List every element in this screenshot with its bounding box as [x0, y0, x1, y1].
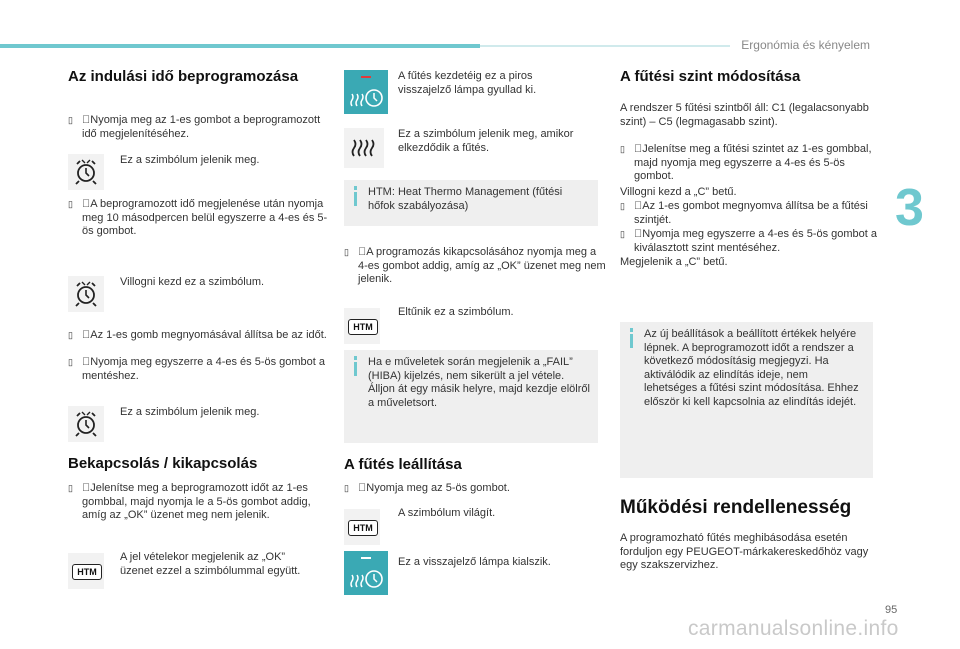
icon-caption: Eltűnik ez a szimbólum.: [398, 306, 514, 318]
instruction-bullet: ▯ Az 1-es gomb megnyomásával állítsa be az időt.: [68, 329, 327, 341]
timer-clock-icon: [68, 276, 104, 312]
icon-caption: Ez a szimbólum jelenik meg, amikor elkezdődik a fűtés.: [398, 128, 574, 154]
heating-clock-warning-icon: [344, 70, 388, 114]
info-note-htm: [344, 180, 598, 226]
htm-icon: [344, 308, 380, 344]
htm-label: HTM: [348, 319, 378, 335]
section-title-startup-programming: Az indulási idő beprogramozása: [68, 68, 299, 85]
paragraph: Megjelenik a „C” betű.: [620, 256, 728, 268]
header-accent-bar: [0, 44, 480, 48]
note-text: Ha e műveletek során megjelenik a „FAIL” (HIBA) kijelzés, nem sikerült a jel vétele. Álljon át egy másik helyre, majd kezdje elölről a műveletsort.: [368, 356, 590, 409]
paragraph: Villogni kezd a „C” betű.: [620, 186, 737, 198]
icon-caption: Villogni kezd ez a szimbólum.: [120, 276, 265, 288]
page-number: 95: [885, 604, 898, 616]
note-text: HTM: Heat Thermo Management (fűtési hőfok szabályozása): [368, 186, 563, 212]
header-accent-line: [480, 45, 730, 47]
icon-caption: A szimbólum világít.: [398, 507, 496, 519]
info-note-settings: [620, 322, 873, 478]
instruction-text: Nyomja meg az 5-ös gombot.: [366, 482, 510, 494]
instruction-text: Nyomja meg egyszerre a 4-es és 5-ös gombot a kiválasztott szint mentéséhez.: [634, 228, 878, 254]
instruction-bullet: ▯ Nyomja meg az 5-ös gombot.: [344, 482, 510, 494]
section-header-title: Ergonómia és kényelem: [741, 38, 870, 52]
timer-clock-icon: [68, 154, 104, 190]
instruction-text: A programozás kikapcsolásához nyomja meg a 4-es gombot addig, amíg az „OK” üzenet meg nem jelenik.: [358, 246, 606, 285]
section-title-on-off: Bekapcsolás / kikapcsolás: [68, 455, 258, 472]
section-title-stop-heating: A fűtés leállítása: [344, 456, 462, 473]
instruction-bullet: ▯ Jelenítse meg a fűtési szintet az 1-es gombbal, majd nyomja meg egyszerre a 4-es és 5-ös gombot.: [620, 143, 872, 182]
instruction-text: Az 1-es gomb megnyomásával állítsa be az időt.: [90, 329, 327, 341]
instruction-text: Nyomja meg az 1-es gombot a beprogramozott idő megjelenítéséhez.: [82, 114, 321, 140]
paragraph: A rendszer 5 fűtési szintből áll: C1 (legalacsonyabb szint) – C5 (legmagasabb szint).: [620, 102, 869, 128]
instruction-bullet: ▯ Jelenítse meg a beprogramozott időt az 1-es gombbal, majd nyomja le a 5-ös gombot addig, amíg az „OK” üzenet meg nem jelenik.: [68, 482, 311, 521]
instruction-text: Jelenítse meg a beprogramozott időt az 1-es gombbal, majd nyomja le a 5-ös gombot addig, amíg az „OK” üzenet meg nem jelenik.: [82, 482, 311, 521]
info-note-fail: [344, 350, 598, 443]
icon-caption: Ez a szimbólum jelenik meg.: [120, 154, 260, 166]
timer-clock-icon: [68, 406, 104, 442]
htm-label: HTM: [348, 520, 378, 536]
instruction-bullet: ▯ Az 1-es gombot megnyomva állítsa be a fűtési szintjét.: [620, 200, 868, 226]
icon-caption: A fűtés kezdetéig ez a piros visszajelző lámpa gyullad ki.: [398, 70, 537, 96]
section-title-malfunction: Működési rendellenesség: [620, 497, 852, 518]
htm-label: HTM: [72, 564, 102, 580]
icon-caption: Ez a szimbólum jelenik meg.: [120, 406, 260, 418]
instruction-bullet: ▯ A programozás kikapcsolásához nyomja meg a 4-es gombot addig, amíg az „OK” üzenet meg nem jelenik.: [344, 246, 606, 285]
chapter-number: 3: [895, 179, 924, 237]
instruction-text: Az 1-es gombot megnyomva állítsa be a fűtési szintjét.: [634, 200, 868, 226]
note-text: Az új beállítások a beállított értékek helyére lépnek. A beprogramozott időt a rendszer a következő módosításig megjegyzi. Ha aktiválódik az elindítás ideje, nem lehetséges a fűtési szint módosítása. Ehhez először ki kell kapcsolnia az elindítás idejét.: [644, 328, 859, 408]
htm-icon: [68, 553, 104, 589]
icon-caption: Ez a visszajelző lámpa kialszik.: [398, 556, 551, 568]
instruction-text: Jelenítse meg a fűtési szintet az 1-es gombbal, majd nyomja meg egyszerre a 4-es és 5-ös gombot.: [634, 143, 872, 182]
instruction-bullet: ▯ Nyomja meg egyszerre a 4-es és 5-ös gombot a mentéshez.: [68, 356, 326, 382]
htm-icon: [344, 509, 380, 545]
instruction-bullet: ▯ Nyomja meg az 1-es gombot a beprogramozott idő megjelenítéséhez.: [68, 114, 321, 140]
instruction-text: A beprogramozott idő megjelenése után nyomja meg 10 másodpercen belül egyszerre a 4-es és 5-ös gombot.: [82, 198, 328, 237]
instruction-bullet: ▯ Nyomja meg egyszerre a 4-es és 5-ös gombot a kiválasztott szint mentéséhez.: [620, 228, 878, 254]
instruction-bullet: ▯ A beprogramozott idő megjelenése után nyomja meg 10 másodpercen belül egyszerre a 4-es és 5-ös gombot.: [68, 198, 328, 237]
heating-waves-icon: [344, 128, 384, 168]
instruction-text: Nyomja meg egyszerre a 4-es és 5-ös gombot a mentéshez.: [82, 356, 326, 382]
icon-caption: A jel vételekor megjelenik az „OK” üzenet ezzel a szimbólummal együtt.: [120, 551, 301, 577]
watermark: carmanualsonline.info: [688, 617, 899, 640]
section-title-heating-level: A fűtési szint módosítása: [620, 68, 801, 85]
paragraph: A programozható fűtés meghibásodása esetén forduljon egy PEUGEOT-márkakereskedőhöz vagy egy szakszervizhez.: [620, 532, 869, 571]
heating-clock-warning-icon: [344, 551, 388, 595]
